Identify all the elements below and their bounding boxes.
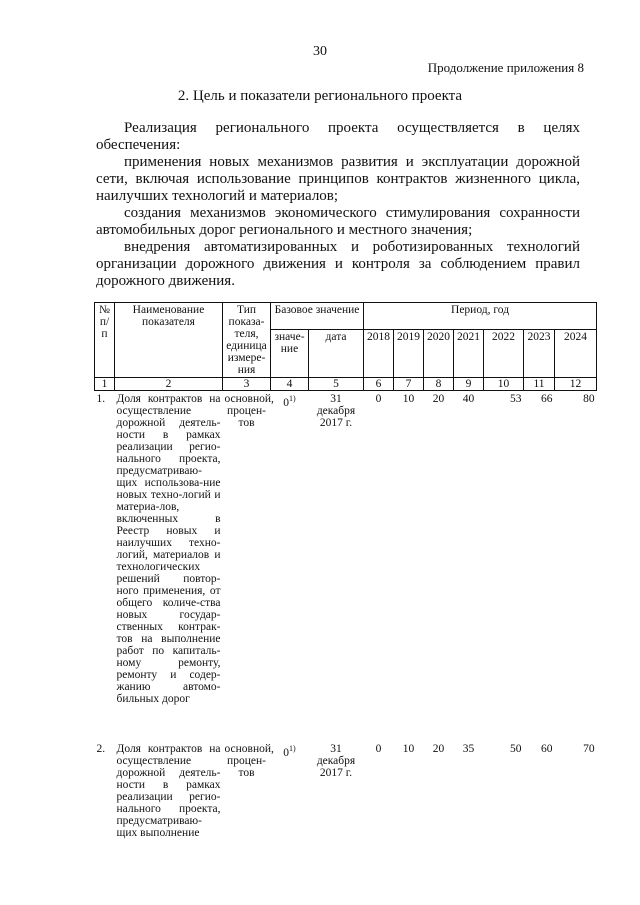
baseline-date: 31 декабря 2017 г. <box>316 393 356 429</box>
table-row <box>95 391 597 741</box>
column-numbers-row <box>95 378 597 391</box>
year-value: 70 <box>583 742 595 755</box>
indicator-type: основной, процен-тов <box>224 742 274 779</box>
year-value: 60 <box>541 742 553 755</box>
column-number: 1 <box>95 378 115 391</box>
year-value: 53 <box>510 393 522 405</box>
intro-item: применения новых механизмов развития и эксплуатации дорожной сети, включая использование принципов контрактов жизненного цикла, наилучших технологий и материалов; <box>96 154 580 204</box>
intro-text <box>96 120 580 290</box>
year-value: 10 <box>402 742 415 755</box>
header-baseline: Базовое значение <box>271 303 364 330</box>
row-number: 1. <box>96 393 106 405</box>
header-baseline-date: дата <box>309 329 364 377</box>
intro-lead: Реализация регионального проекта осуществляется в целях обеспечения: <box>96 120 580 153</box>
baseline-value-number: 0 <box>283 396 290 409</box>
column-number: 2 <box>115 378 223 391</box>
intro-item: создания механизмов экономического стимулирования сохранности автомобильных дорог регионального и местного значения; <box>96 205 580 238</box>
header-indicator-type: Тип показа-теля, единица измере-ния <box>223 303 271 378</box>
indicators-table <box>94 302 597 840</box>
indicator-type: основной, процен-тов <box>224 393 274 429</box>
header-year: 2018 <box>364 329 394 377</box>
year-value: 80 <box>583 393 595 405</box>
baseline-date: 31 декабря 2017 г. <box>316 742 356 779</box>
year-value: 20 <box>432 393 445 405</box>
indicator-name: Доля контрактов на осуществление дорожной деятель-ности в рамках реализации регио-нального проекта, предусматриваю-щих использова-ние новых техно-логий и материа-лов, включенных в Реестр новых и наилучших техно-логий, материалов и технологических решений повтор-ного применения, от общего количе-ства новых государ-ственных контрак-тов на выполнение работ по капиталь-ному ремонту, ремонту и содер-жанию автомо-бильных дорог <box>116 393 221 705</box>
column-number: 6 <box>364 378 394 391</box>
header-year: 2021 <box>454 329 484 377</box>
appendix-continuation-label: Продолжение приложения 8 <box>427 60 584 75</box>
year-value: 66 <box>541 393 553 405</box>
header-num: № п/п <box>95 303 115 378</box>
year-value: 0 <box>375 742 382 755</box>
column-number: 7 <box>394 378 424 391</box>
header-year: 2024 <box>555 329 597 377</box>
year-value: 10 <box>402 393 415 405</box>
column-number: 12 <box>555 378 597 391</box>
column-number: 5 <box>309 378 364 391</box>
baseline-footnote-mark: 1) <box>289 394 296 403</box>
column-number: 8 <box>424 378 454 391</box>
header-year: 2020 <box>424 329 454 377</box>
column-number: 9 <box>454 378 484 391</box>
year-value: 50 <box>510 742 522 755</box>
baseline-value-number: 0 <box>283 746 290 759</box>
header-period: Период, год <box>364 303 597 330</box>
year-value: 35 <box>462 742 475 755</box>
header-year: 2019 <box>394 329 424 377</box>
column-number: 11 <box>524 378 555 391</box>
baseline-footnote-mark: 1) <box>289 743 296 753</box>
year-value: 40 <box>462 393 475 405</box>
row-number: 2. <box>96 742 106 755</box>
baseline-value <box>271 741 309 840</box>
table-row <box>95 741 597 840</box>
section-title: 2. Цель и показатели регионального проекта <box>177 88 463 104</box>
page-number: 30 <box>313 44 327 59</box>
column-number: 10 <box>484 378 524 391</box>
column-number: 4 <box>271 378 309 391</box>
header-baseline-value: значе-ние <box>271 329 309 377</box>
header-year: 2022 <box>484 329 524 377</box>
intro-item: внедрения автоматизированных и роботизированных технологий организации дорожного движения и контроля за соблюдением правил дорожного движения. <box>96 239 580 289</box>
baseline-value <box>271 391 309 741</box>
header-indicator-name: Наименование показателя <box>115 303 223 378</box>
indicator-name: Доля контрактов на осуществление дорожной деятель-ности в рамках реализации регио-нального проекта, предусматриваю-щих выполнение <box>116 742 221 839</box>
header-year: 2023 <box>524 329 555 377</box>
year-value: 0 <box>375 393 382 405</box>
column-number: 3 <box>223 378 271 391</box>
year-value: 20 <box>432 742 445 755</box>
